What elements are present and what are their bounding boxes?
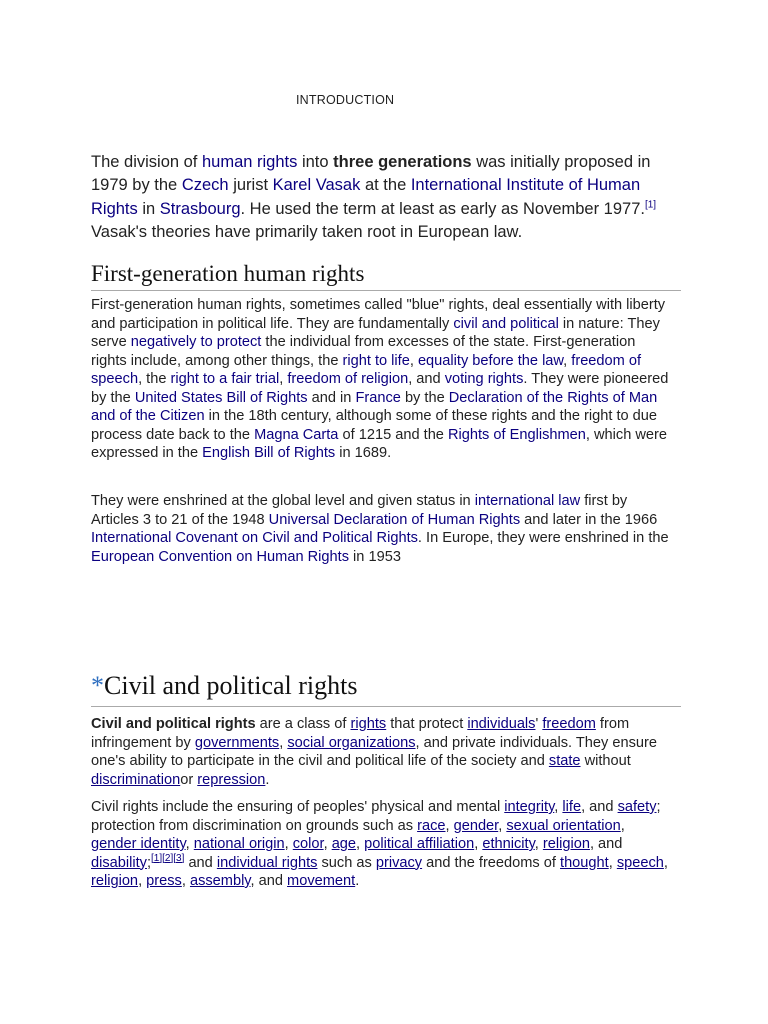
text: . (355, 873, 360, 889)
text: Civil rights include the ensuring of peoples' physical and mental (91, 799, 505, 815)
first-generation-paragraph-2 (91, 492, 671, 566)
link-repression[interactable]: repression (197, 771, 266, 788)
link-czech[interactable]: Czech (181, 176, 229, 195)
text: , (279, 371, 288, 387)
text: , (663, 854, 668, 871)
text: First-generation human rights, sometimes called "blue" rights, deal essentially with liberty and participation in political life. They are fundamentally (91, 297, 666, 332)
link-right-to-fair-trial[interactable]: right to a fair trial (170, 371, 280, 387)
text: , (356, 836, 365, 852)
text: or (180, 771, 198, 788)
link-gender-identity[interactable]: gender identity (91, 836, 186, 852)
text: They were enshrined at the global level and given status in (91, 493, 475, 509)
text: , the (138, 371, 171, 387)
bold-civil-political-rights: Civil and political rights (91, 716, 256, 732)
text: The division of (91, 153, 202, 171)
link-assembly[interactable]: assembly (189, 873, 251, 889)
text: . (265, 771, 270, 788)
link-udhr[interactable]: Universal Declaration of Human Rights (268, 511, 521, 528)
text: , and (408, 371, 445, 387)
link-age[interactable]: age (331, 836, 357, 852)
reference-links[interactable]: [1][2][3] (151, 852, 185, 864)
text: and (184, 854, 217, 871)
text: first by Articles 3 to 21 of the 1948 (91, 493, 628, 528)
link-speech[interactable]: speech (616, 854, 664, 871)
section-heading-first-generation: First-generation human rights (91, 260, 681, 291)
link-life[interactable]: life (562, 799, 582, 815)
text: in (137, 199, 160, 218)
link-english-bill-of-rights[interactable]: English Bill of Rights (202, 445, 336, 461)
text: that protect (386, 716, 468, 732)
link-sexual-orientation[interactable]: sexual orientation (506, 817, 621, 834)
text: , and (581, 799, 618, 815)
section-heading-text: Civil and political rights (104, 671, 358, 700)
text: without (580, 753, 631, 769)
link-strasbourg[interactable]: Strasbourg (159, 199, 241, 218)
link-governments[interactable]: governments (194, 734, 280, 751)
link-france[interactable]: France (355, 389, 401, 406)
text: , (284, 836, 293, 852)
link-gender[interactable]: gender (453, 817, 499, 834)
link-echr[interactable]: European Convention on Human Rights (91, 548, 349, 565)
text: , and (250, 873, 288, 889)
link-national-origin[interactable]: national origin (193, 836, 285, 852)
text: from infringement by (91, 716, 630, 751)
text: are a class of (255, 716, 351, 732)
link-disability[interactable]: disability (91, 854, 147, 871)
link-freedom[interactable]: freedom (542, 716, 596, 732)
link-negatively-to-protect[interactable]: negatively to protect (130, 334, 262, 350)
introduction-heading: INTRODUCTION (296, 93, 395, 107)
link-color[interactable]: color (292, 836, 324, 852)
link-thought[interactable]: thought (560, 854, 609, 871)
first-generation-paragraph-1 (91, 296, 671, 463)
link-religion[interactable]: religion (542, 836, 590, 852)
text: . He used the term at least as early as November 1977. (240, 199, 645, 218)
link-political-affiliation[interactable]: political affiliation (364, 836, 475, 852)
text: , (534, 836, 543, 852)
text: , (279, 734, 288, 751)
link-human-rights[interactable]: human rights (201, 153, 298, 171)
link-rights-of-englishmen[interactable]: Rights of Englishmen (447, 426, 586, 443)
text: ' (535, 716, 543, 732)
text: was initially proposed in 1979 by the (91, 153, 651, 195)
text: , (409, 352, 418, 369)
text: , (445, 817, 454, 834)
link-discrimination[interactable]: discrimination (91, 771, 181, 788)
text: , (474, 836, 483, 852)
text: , (554, 799, 563, 815)
link-individual-rights[interactable]: individual rights (216, 854, 318, 871)
link-movement[interactable]: movement (287, 873, 356, 889)
link-individuals[interactable]: individuals (467, 716, 536, 732)
text: and in (307, 389, 356, 406)
link-freedom-of-speech[interactable]: freedom of speech (91, 352, 642, 387)
text: , (138, 873, 147, 889)
asterisk-marker: * (91, 671, 104, 700)
text: of 1215 and the (338, 426, 448, 443)
link-magna-carta[interactable]: Magna Carta (254, 426, 339, 443)
text: and the freedoms of (422, 854, 561, 871)
text: jurist (228, 176, 273, 195)
bold-three-generations: three generations (333, 153, 472, 171)
link-state[interactable]: state (548, 753, 581, 769)
text: ; protection from discrimination on grounds such as (91, 799, 661, 834)
link-equality-before-the-law[interactable]: equality before the law (417, 352, 564, 369)
link-international-institute[interactable]: International Institute of Human Rights (91, 176, 641, 218)
civil-political-paragraph-2 (91, 798, 671, 891)
link-integrity[interactable]: integrity (504, 799, 555, 815)
link-karel-vasak[interactable]: Karel Vasak (272, 176, 361, 195)
link-voting-rights[interactable]: voting rights (444, 371, 524, 387)
text: by the (400, 389, 449, 406)
text: , and (589, 836, 623, 852)
section-heading-civil-political (91, 670, 681, 707)
link-ethnicity[interactable]: ethnicity (482, 836, 535, 852)
link-international-law[interactable]: international law (474, 493, 581, 509)
text: in 1689. (335, 445, 392, 461)
text: Vasak's theories have primarily taken root in European law. (91, 223, 523, 242)
text: in the 18th century, although some of these rights and the right to due process date back to the (91, 408, 658, 443)
text: , and private individuals. They ensure one's ability to participate in the civil and political life of the society and (91, 734, 657, 769)
link-iccpr[interactable]: International Covenant on Civil and Political Rights (91, 530, 418, 546)
text: . They were pioneered by the (91, 371, 669, 406)
text: and later in the 1966 (520, 511, 658, 528)
text: , which were expressed in the (91, 426, 667, 461)
text: , (608, 854, 617, 871)
link-freedom-of-religion[interactable]: freedom of religion (287, 371, 409, 387)
text: , (498, 817, 507, 834)
text: , (620, 817, 625, 834)
text: , (185, 836, 194, 852)
link-declaration-rights-of-man[interactable]: Declaration of the Rights of Man and of the Citizen (91, 389, 658, 424)
text: , (181, 873, 190, 889)
text: at the (360, 176, 411, 195)
link-safety[interactable]: safety (617, 799, 657, 815)
text: in 1953 (349, 548, 401, 565)
link-right-to-life[interactable]: right to life (342, 352, 410, 369)
text: ; (146, 854, 152, 871)
text: , (563, 352, 572, 369)
link-us-bill-of-rights[interactable]: United States Bill of Rights (134, 389, 308, 406)
reference-link[interactable]: [1] (644, 199, 657, 211)
link-rights[interactable]: rights (350, 716, 387, 732)
text: the individual from excesses of the state. First-generation rights include, among other things, the (91, 334, 636, 369)
text: into (297, 153, 334, 171)
text: such as (317, 854, 376, 871)
text: . In Europe, they were enshrined in the (417, 530, 669, 546)
link-civil-and-political[interactable]: civil and political (453, 315, 559, 332)
link-press[interactable]: press (146, 873, 182, 889)
link-social-organizations[interactable]: social organizations (287, 734, 416, 751)
link-race[interactable]: race (417, 817, 446, 834)
link-privacy[interactable]: privacy (375, 854, 423, 871)
link-religion-freedom[interactable]: religion (91, 873, 139, 889)
intro-paragraph (91, 151, 681, 245)
civil-political-paragraph-1 (91, 715, 671, 789)
text: , (323, 836, 332, 852)
text: in nature: They serve (91, 315, 660, 350)
